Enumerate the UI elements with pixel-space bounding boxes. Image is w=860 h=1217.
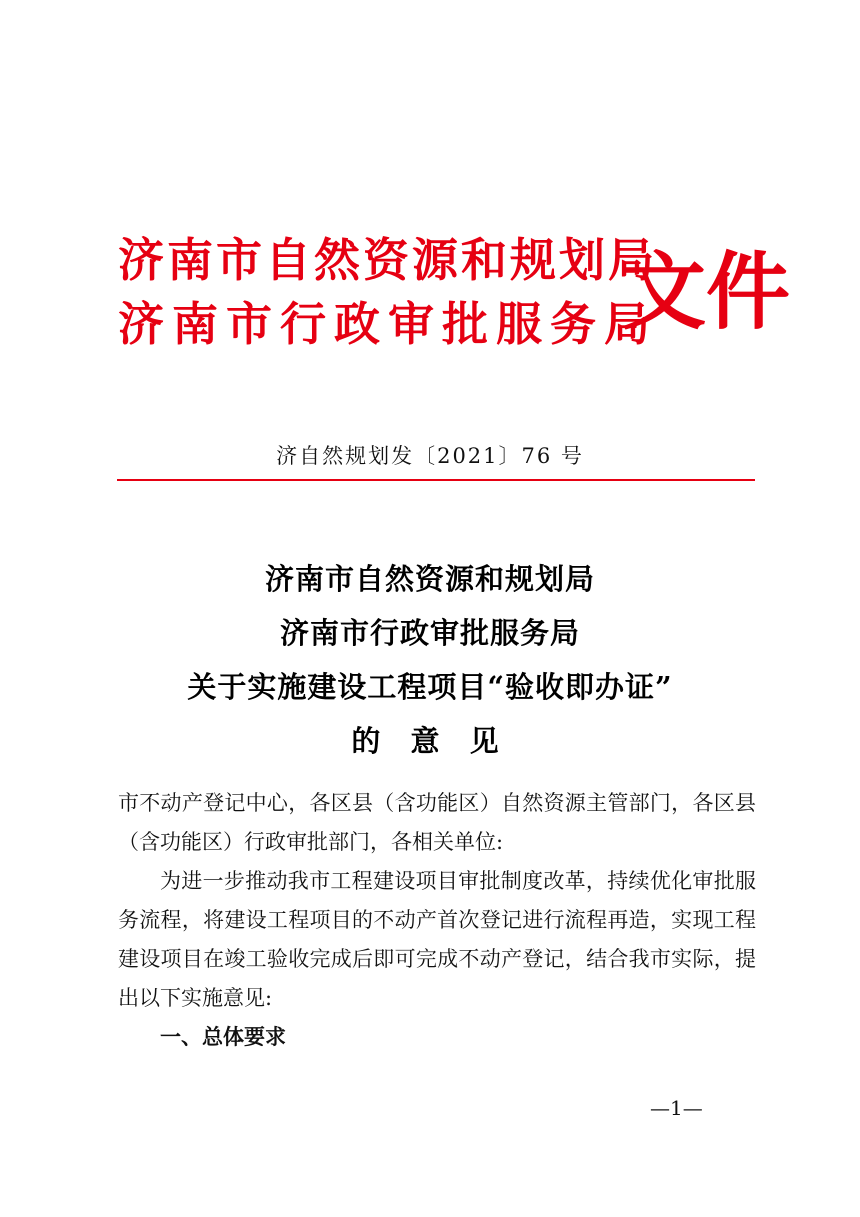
title-line-4: 的 意 见 (351, 724, 509, 758)
org-name-natural-resources: 济南市自然资源和规划局 (118, 233, 657, 287)
title-line-2: 济南市行政审批服务局 (279, 616, 580, 650)
recipients-paragraph: 市不动产登记中心，各区县（含功能区）自然资源主管部门，各区县（含功能区）行政审批部门，各相关单位: (118, 791, 756, 854)
document-title (0, 552, 860, 768)
title-line-3: 关于实施建设工程项目“验收即办证” (187, 670, 673, 704)
red-divider-line (117, 479, 755, 481)
title-line-1: 济南市自然资源和规划局 (264, 562, 595, 596)
page-number: —1— (650, 1096, 703, 1120)
document-body (118, 784, 756, 1057)
doc-type-label: 文件 (622, 242, 791, 341)
issuing-organizations (118, 228, 658, 356)
masthead (118, 228, 791, 358)
org-name-administrative-approval: 济南市行政审批服务局 (118, 297, 658, 351)
intro-paragraph: 为进一步推动我市工程建设项目审批制度改革，持续优化审批服务流程，将建设工程项目的不动产首次登记进行流程再造，实现工程建设项目在竣工验收完成后即可完成不动产登记，结合我市实际，提出以下实施意见: (118, 869, 756, 1010)
section-heading-1: 一、总体要求 (160, 1025, 286, 1049)
document-number: 济自然规划发〔2021〕76 号 (276, 444, 584, 468)
